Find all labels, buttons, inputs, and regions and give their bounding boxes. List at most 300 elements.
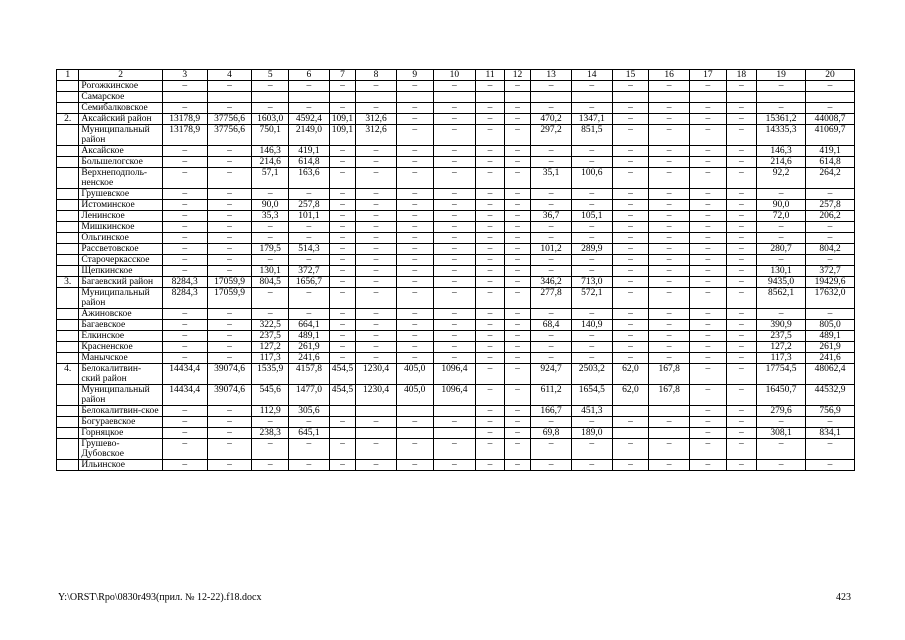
value-cell: 664,1 [289, 320, 330, 331]
value-cell: 545,6 [252, 385, 289, 406]
value-cell: – [356, 222, 397, 233]
value-cell: – [207, 417, 252, 428]
value-cell: – [649, 417, 690, 428]
value-cell: – [571, 103, 612, 114]
value-cell: – [726, 233, 757, 244]
value-cell: – [571, 266, 612, 277]
value-cell: – [726, 439, 757, 460]
value-cell: 514,3 [289, 244, 330, 255]
value-cell: – [612, 288, 649, 309]
value-cell: – [531, 103, 572, 114]
value-cell: 35,1 [531, 168, 572, 189]
value-cell: – [356, 439, 397, 460]
table-row [57, 244, 855, 255]
value-cell: – [571, 222, 612, 233]
value-cell: – [476, 244, 505, 255]
value-cell: – [396, 320, 433, 331]
value-cell: – [806, 460, 855, 471]
value-cell: – [504, 309, 530, 320]
value-cell: – [476, 125, 505, 146]
value-cell: – [162, 331, 207, 342]
value-cell: – [356, 255, 397, 266]
value-cell: 167,8 [649, 385, 690, 406]
municipality-name-cell: Мишкинское [79, 222, 162, 233]
value-cell: – [162, 222, 207, 233]
value-cell: 611,2 [531, 385, 572, 406]
value-cell: – [433, 309, 476, 320]
value-cell: 13178,9 [162, 114, 207, 125]
value-cell: – [612, 200, 649, 211]
value-cell: – [690, 460, 727, 471]
value-cell: 37756,6 [207, 114, 252, 125]
municipality-name-cell: Ильинское [79, 460, 162, 471]
value-cell: 834,1 [806, 428, 855, 439]
value-cell: – [504, 189, 530, 200]
value-cell: – [207, 460, 252, 471]
value-cell: – [329, 439, 355, 460]
value-cell: 4157,8 [289, 364, 330, 385]
value-cell: – [571, 189, 612, 200]
value-cell: – [726, 168, 757, 189]
value-cell: – [207, 255, 252, 266]
value-cell: – [476, 353, 505, 364]
row-number-cell [57, 103, 79, 114]
value-cell: – [356, 417, 397, 428]
value-cell: – [690, 320, 727, 331]
value-cell: – [162, 342, 207, 353]
row-number-cell [57, 342, 79, 353]
value-cell: – [329, 168, 355, 189]
value-cell: 14434,4 [162, 364, 207, 385]
value-cell: 750,1 [252, 125, 289, 146]
municipality-name-cell: Белокалитвин-ский район [79, 364, 162, 385]
value-cell: – [396, 244, 433, 255]
value-cell: 489,1 [806, 331, 855, 342]
value-cell: 312,6 [356, 114, 397, 125]
value-cell: – [690, 385, 727, 406]
value-cell: – [726, 114, 757, 125]
value-cell: – [356, 309, 397, 320]
value-cell: 261,9 [806, 342, 855, 353]
value-cell: – [289, 417, 330, 428]
column-number-header: 11 [476, 70, 505, 81]
value-cell: 297,2 [531, 125, 572, 146]
value-cell: – [433, 211, 476, 222]
value-cell: 1654,5 [571, 385, 612, 406]
value-cell: – [612, 342, 649, 353]
value-cell: – [207, 200, 252, 211]
value-cell: – [356, 342, 397, 353]
value-cell: – [433, 320, 476, 331]
value-cell: – [649, 244, 690, 255]
row-number-cell [57, 266, 79, 277]
value-cell: – [649, 288, 690, 309]
municipality-name-cell: Рогожкинское [79, 81, 162, 92]
value-cell: 127,2 [252, 342, 289, 353]
value-cell: – [433, 81, 476, 92]
value-cell: – [289, 460, 330, 471]
value-cell: – [649, 277, 690, 288]
municipality-name-cell: Белокалитвин-ское [79, 406, 162, 417]
value-cell: 2503,2 [571, 364, 612, 385]
value-cell: – [329, 320, 355, 331]
value-cell [612, 92, 649, 103]
value-cell: – [690, 417, 727, 428]
row-number-cell [57, 417, 79, 428]
value-cell: – [649, 146, 690, 157]
value-cell: – [396, 266, 433, 277]
value-cell: – [433, 146, 476, 157]
value-cell: – [396, 189, 433, 200]
value-cell: – [329, 288, 355, 309]
value-cell: – [690, 146, 727, 157]
value-cell: – [504, 331, 530, 342]
value-cell: – [757, 233, 806, 244]
value-cell: – [612, 189, 649, 200]
row-number-cell [57, 460, 79, 471]
value-cell: – [726, 277, 757, 288]
value-cell: – [476, 320, 505, 331]
value-cell: – [757, 309, 806, 320]
value-cell: – [207, 309, 252, 320]
value-cell: – [433, 353, 476, 364]
value-cell: – [726, 417, 757, 428]
value-cell: – [649, 439, 690, 460]
value-cell: – [531, 342, 572, 353]
table-row [57, 211, 855, 222]
value-cell: 1230,4 [356, 364, 397, 385]
value-cell: – [207, 157, 252, 168]
value-cell [476, 92, 505, 103]
value-cell: – [504, 266, 530, 277]
value-cell: – [356, 353, 397, 364]
value-cell: 264,2 [806, 168, 855, 189]
value-cell: – [612, 460, 649, 471]
value-cell: – [476, 266, 505, 277]
value-cell: – [690, 114, 727, 125]
value-cell: – [396, 439, 433, 460]
value-cell: – [504, 200, 530, 211]
value-cell: – [571, 255, 612, 266]
value-cell: – [612, 320, 649, 331]
value-cell: – [476, 189, 505, 200]
value-cell: – [726, 125, 757, 146]
value-cell: 19429,6 [806, 277, 855, 288]
value-cell: – [612, 114, 649, 125]
value-cell: 146,3 [757, 146, 806, 157]
column-number-header: 16 [649, 70, 690, 81]
table-row [57, 385, 855, 406]
municipality-name-cell: Муниципальный район [79, 288, 162, 309]
value-cell: 37756,6 [207, 125, 252, 146]
value-cell: 206,2 [806, 211, 855, 222]
value-cell: – [504, 385, 530, 406]
value-cell: – [806, 189, 855, 200]
value-cell: – [726, 244, 757, 255]
value-cell: – [476, 309, 505, 320]
municipality-name-cell: Грушевское [79, 189, 162, 200]
value-cell: 69,8 [531, 428, 572, 439]
value-cell: – [504, 288, 530, 309]
value-cell: 1230,4 [356, 385, 397, 406]
row-number-cell: 4. [57, 364, 79, 385]
value-cell: – [162, 353, 207, 364]
value-cell: – [207, 406, 252, 417]
value-cell: 372,7 [289, 266, 330, 277]
value-cell: – [433, 103, 476, 114]
value-cell: 312,6 [356, 125, 397, 146]
value-cell: – [612, 266, 649, 277]
value-cell [356, 92, 397, 103]
table-header-row [57, 70, 855, 81]
value-cell: – [289, 233, 330, 244]
value-cell: 241,6 [806, 353, 855, 364]
value-cell: 454,5 [329, 364, 355, 385]
value-cell: – [571, 309, 612, 320]
value-cell: – [504, 320, 530, 331]
value-cell: – [162, 189, 207, 200]
municipality-name-cell: Ленинское [79, 211, 162, 222]
value-cell: 17059,9 [207, 277, 252, 288]
value-cell [162, 92, 207, 103]
value-cell: 470,2 [531, 114, 572, 125]
column-number-header: 14 [571, 70, 612, 81]
value-cell: 614,8 [289, 157, 330, 168]
value-cell: – [289, 189, 330, 200]
value-cell: – [356, 277, 397, 288]
value-cell [649, 428, 690, 439]
value-cell: – [531, 331, 572, 342]
municipality-name-cell: Ажиновское [79, 309, 162, 320]
value-cell: – [433, 331, 476, 342]
value-cell: – [726, 320, 757, 331]
value-cell: – [649, 125, 690, 146]
row-number-cell: 2. [57, 114, 79, 125]
column-number-header: 1 [57, 70, 79, 81]
column-number-header: 13 [531, 70, 572, 81]
value-cell: – [649, 331, 690, 342]
value-cell: – [289, 309, 330, 320]
value-cell: – [726, 406, 757, 417]
value-cell: – [571, 331, 612, 342]
value-cell: 614,8 [806, 157, 855, 168]
value-cell: – [396, 460, 433, 471]
value-cell: – [571, 342, 612, 353]
value-cell: 1535,9 [252, 364, 289, 385]
row-number-cell [57, 211, 79, 222]
value-cell: – [612, 103, 649, 114]
municipality-name-cell: Багаевский район [79, 277, 162, 288]
value-cell: 17754,5 [757, 364, 806, 385]
value-cell: – [433, 157, 476, 168]
value-cell: – [433, 255, 476, 266]
value-cell: 101,2 [531, 244, 572, 255]
value-cell: 1656,7 [289, 277, 330, 288]
value-cell: – [396, 157, 433, 168]
value-cell: 804,2 [806, 244, 855, 255]
municipality-name-cell: Верхнеподполь-ненское [79, 168, 162, 189]
value-cell [356, 406, 397, 417]
value-cell: – [289, 288, 330, 309]
table-row [57, 157, 855, 168]
value-cell: – [476, 417, 505, 428]
value-cell: – [571, 200, 612, 211]
value-cell: – [726, 428, 757, 439]
value-cell: – [757, 460, 806, 471]
value-cell: – [757, 189, 806, 200]
value-cell: – [476, 81, 505, 92]
value-cell: – [757, 103, 806, 114]
value-cell [612, 406, 649, 417]
value-cell: – [571, 439, 612, 460]
value-cell: – [433, 200, 476, 211]
value-cell: – [690, 406, 727, 417]
value-cell: – [504, 417, 530, 428]
value-cell: – [329, 353, 355, 364]
value-cell: 92,2 [757, 168, 806, 189]
value-cell: – [433, 244, 476, 255]
value-cell: – [396, 255, 433, 266]
value-cell: – [504, 244, 530, 255]
value-cell: – [504, 353, 530, 364]
value-cell: 419,1 [806, 146, 855, 157]
row-number-cell [57, 189, 79, 200]
table-row [57, 146, 855, 157]
value-cell: 48062,4 [806, 364, 855, 385]
value-cell: – [329, 244, 355, 255]
value-cell: – [531, 460, 572, 471]
value-cell: – [726, 309, 757, 320]
value-cell: – [531, 157, 572, 168]
value-cell: 451,3 [571, 406, 612, 417]
value-cell: 572,1 [571, 288, 612, 309]
value-cell: 8562,1 [757, 288, 806, 309]
value-cell: – [162, 439, 207, 460]
value-cell: – [289, 222, 330, 233]
value-cell: – [612, 81, 649, 92]
value-cell: 109,1 [329, 114, 355, 125]
table-row [57, 103, 855, 114]
value-cell: – [649, 222, 690, 233]
value-cell: – [531, 439, 572, 460]
value-cell: – [531, 81, 572, 92]
value-cell [252, 92, 289, 103]
value-cell [433, 406, 476, 417]
value-cell: – [252, 81, 289, 92]
value-cell: – [476, 288, 505, 309]
value-cell: 851,5 [571, 125, 612, 146]
value-cell: – [329, 342, 355, 353]
column-number-header: 8 [356, 70, 397, 81]
value-cell: – [757, 81, 806, 92]
value-cell: – [433, 342, 476, 353]
value-cell: – [329, 277, 355, 288]
column-number-header: 7 [329, 70, 355, 81]
column-number-header: 2 [79, 70, 162, 81]
table-row [57, 331, 855, 342]
value-cell: 57,1 [252, 168, 289, 189]
value-cell: – [396, 417, 433, 428]
value-cell: – [649, 157, 690, 168]
value-cell: – [726, 157, 757, 168]
value-cell: – [649, 320, 690, 331]
value-cell: – [396, 211, 433, 222]
table-row [57, 417, 855, 428]
value-cell: – [806, 255, 855, 266]
value-cell: – [396, 125, 433, 146]
value-cell: – [207, 103, 252, 114]
column-number-header: 12 [504, 70, 530, 81]
value-cell: – [726, 103, 757, 114]
value-cell: 924,7 [531, 364, 572, 385]
value-cell: – [329, 309, 355, 320]
value-cell: 405,0 [396, 364, 433, 385]
value-cell: – [207, 342, 252, 353]
value-cell: – [396, 288, 433, 309]
value-cell: 166,7 [531, 406, 572, 417]
value-cell: 41069,7 [806, 125, 855, 146]
value-cell: 289,9 [571, 244, 612, 255]
value-cell: – [504, 114, 530, 125]
table-row [57, 233, 855, 244]
municipality-name-cell: Горняцкое [79, 428, 162, 439]
table-row [57, 125, 855, 146]
value-cell: 68,4 [531, 320, 572, 331]
row-number-cell [57, 406, 79, 417]
value-cell: – [356, 103, 397, 114]
row-number-cell [57, 288, 79, 309]
value-cell: – [571, 417, 612, 428]
table-row [57, 309, 855, 320]
column-number-header: 5 [252, 70, 289, 81]
value-cell: – [433, 460, 476, 471]
value-cell: 112,9 [252, 406, 289, 417]
value-cell: 90,0 [757, 200, 806, 211]
value-cell: – [162, 146, 207, 157]
value-cell: – [504, 81, 530, 92]
value-cell [289, 92, 330, 103]
value-cell: 163,6 [289, 168, 330, 189]
value-cell [396, 406, 433, 417]
value-cell: – [504, 460, 530, 471]
value-cell: – [162, 81, 207, 92]
value-cell: 15361,2 [757, 114, 806, 125]
value-cell [757, 92, 806, 103]
value-cell: – [162, 320, 207, 331]
municipality-name-cell: Большелогское [79, 157, 162, 168]
value-cell: – [289, 439, 330, 460]
value-cell: – [504, 342, 530, 353]
value-cell: – [396, 342, 433, 353]
value-cell: 14335,3 [757, 125, 806, 146]
value-cell: – [162, 417, 207, 428]
value-cell: – [476, 406, 505, 417]
value-cell [396, 428, 433, 439]
value-cell: 9435,0 [757, 277, 806, 288]
value-cell: 238,3 [252, 428, 289, 439]
value-cell: – [207, 211, 252, 222]
municipality-name-cell: Муниципальный район [79, 385, 162, 406]
row-number-cell [57, 244, 79, 255]
value-cell: – [531, 255, 572, 266]
value-cell: – [612, 168, 649, 189]
municipality-name-cell: Ольгинское [79, 233, 162, 244]
value-cell: 167,8 [649, 364, 690, 385]
value-cell: – [329, 189, 355, 200]
value-cell: – [504, 406, 530, 417]
value-cell [612, 428, 649, 439]
value-cell: – [207, 353, 252, 364]
